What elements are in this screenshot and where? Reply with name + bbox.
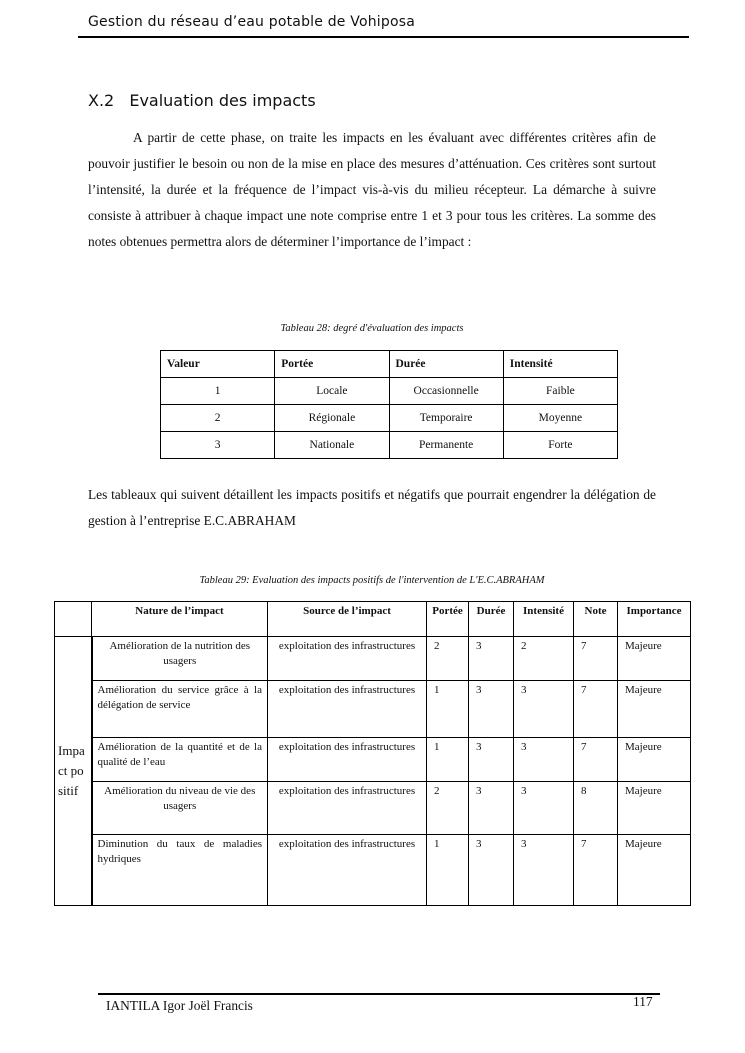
table-cell: 2 bbox=[427, 637, 469, 681]
table-row bbox=[55, 835, 691, 906]
header-cell: Portée bbox=[275, 351, 389, 378]
header-cell: Note bbox=[574, 602, 618, 637]
table-cell: Majeure bbox=[618, 681, 691, 738]
impact-nature-cell: Amélioration de la nutrition des usagers bbox=[92, 637, 268, 681]
header-cell: Importance bbox=[618, 602, 691, 637]
table-header-row bbox=[55, 602, 691, 637]
table-cell: 1 bbox=[427, 738, 469, 782]
table-cell: Moyenne bbox=[503, 405, 617, 432]
impact-category-cell: Impact positif bbox=[55, 637, 92, 906]
evaluation-degree-table bbox=[160, 350, 618, 459]
table-cell: 7 bbox=[574, 637, 618, 681]
table-cell: 3 bbox=[161, 432, 275, 459]
table-cell: 3 bbox=[469, 835, 514, 906]
intro-paragraph: A partir de cette phase, on traite les impacts en les évaluant avec différentes critères afin de pouvoir justifier le besoin ou non de la mise en place des mesures d’atténuation. Ces critères sont surtout l’intensité, la durée et la fréquence de l’impact vis-à-vis du milieu récepteur. La démarche à suivre consiste à attribuer à chaque impact une note comprise entre 1 et 3 pour tous les critères. La somme des notes obtenues permettra alors de déterminer l’importance de l’impact : bbox=[88, 130, 656, 249]
positive-impacts-table bbox=[54, 601, 691, 906]
footer-divider bbox=[98, 993, 660, 995]
header-cell: Durée bbox=[469, 602, 514, 637]
table-cell: Forte bbox=[503, 432, 617, 459]
table-cell: 3 bbox=[514, 782, 574, 835]
header-divider bbox=[78, 36, 689, 38]
table-cell: 1 bbox=[161, 378, 275, 405]
table-header-row bbox=[161, 351, 618, 378]
header-cell: Source de l’impact bbox=[268, 602, 427, 637]
impact-nature-cell: Amélioration du niveau de vie des usagers bbox=[92, 782, 268, 835]
table-cell: Permanente bbox=[389, 432, 503, 459]
impact-source-cell: exploitation des infrastructures bbox=[268, 738, 427, 782]
table-cell: Locale bbox=[275, 378, 389, 405]
impact-nature-cell: Diminution du taux de maladies hydriques bbox=[92, 835, 268, 906]
section-number: X.2 bbox=[88, 91, 115, 110]
page-number: 117 bbox=[633, 994, 653, 1009]
table-cell: 3 bbox=[469, 637, 514, 681]
footer-author: IANTILA Igor Joël Francis bbox=[106, 998, 253, 1013]
impact-nature-cell: Amélioration de la quantité et de la qualité de l’eau bbox=[92, 738, 268, 782]
table-cell: Majeure bbox=[618, 835, 691, 906]
table-cell: 1 bbox=[427, 681, 469, 738]
table-cell: Occasionnelle bbox=[389, 378, 503, 405]
header-cell: Durée bbox=[389, 351, 503, 378]
header-cell: Intensité bbox=[503, 351, 617, 378]
impact-source-cell: exploitation des infrastructures bbox=[268, 681, 427, 738]
table-cell: 2 bbox=[427, 782, 469, 835]
table-row bbox=[161, 405, 618, 432]
header-cell bbox=[55, 602, 92, 637]
table28-caption: Tableau 28: degré d'évaluation des impacts bbox=[280, 323, 464, 334]
table-cell: 2 bbox=[161, 405, 275, 432]
table-row bbox=[55, 637, 691, 681]
table-cell: Temporaire bbox=[389, 405, 503, 432]
table-cell: 3 bbox=[514, 681, 574, 738]
header-cell: Portée bbox=[427, 602, 469, 637]
impact-source-cell: exploitation des infrastructures bbox=[268, 782, 427, 835]
tables-intro-paragraph: Les tableaux qui suivent détaillent les impacts positifs et négatifs que pourrait engendrer la délégation de gestion à l’entreprise E.C.ABRAHAM bbox=[88, 487, 656, 528]
running-header: Gestion du réseau d’eau potable de Vohiposa bbox=[88, 14, 416, 30]
table-cell: Majeure bbox=[618, 738, 691, 782]
header-cell: Intensité bbox=[514, 602, 574, 637]
table29-caption: Tableau 29: Evaluation des impacts positifs de l'intervention de L'E.C.ABRAHAM bbox=[199, 575, 545, 586]
table-cell: 3 bbox=[469, 738, 514, 782]
table-row bbox=[161, 432, 618, 459]
table-cell: Régionale bbox=[275, 405, 389, 432]
table-cell: 7 bbox=[574, 835, 618, 906]
table-cell: 3 bbox=[514, 835, 574, 906]
table-cell: Majeure bbox=[618, 782, 691, 835]
section-title: Evaluation des impacts bbox=[129, 91, 316, 110]
impact-source-cell: exploitation des infrastructures bbox=[268, 637, 427, 681]
table-cell: Nationale bbox=[275, 432, 389, 459]
impact-nature-cell: Amélioration du service grâce à la délégation de service bbox=[92, 681, 268, 738]
table-cell: 7 bbox=[574, 681, 618, 738]
table-cell: 1 bbox=[427, 835, 469, 906]
table-cell: Majeure bbox=[618, 637, 691, 681]
table-cell: 3 bbox=[514, 738, 574, 782]
impact-source-cell: exploitation des infrastructures bbox=[268, 835, 427, 906]
table-row bbox=[55, 738, 691, 782]
table-row bbox=[161, 378, 618, 405]
header-cell: Valeur bbox=[161, 351, 275, 378]
table-cell: 2 bbox=[514, 637, 574, 681]
table-cell: Faible bbox=[503, 378, 617, 405]
header-cell: Nature de l’impact bbox=[92, 602, 268, 637]
table-row bbox=[55, 782, 691, 835]
table-cell: 7 bbox=[574, 738, 618, 782]
table-cell: 8 bbox=[574, 782, 618, 835]
table-cell: 3 bbox=[469, 782, 514, 835]
section-heading bbox=[88, 91, 316, 110]
table-cell: 3 bbox=[469, 681, 514, 738]
table-row bbox=[55, 681, 691, 738]
